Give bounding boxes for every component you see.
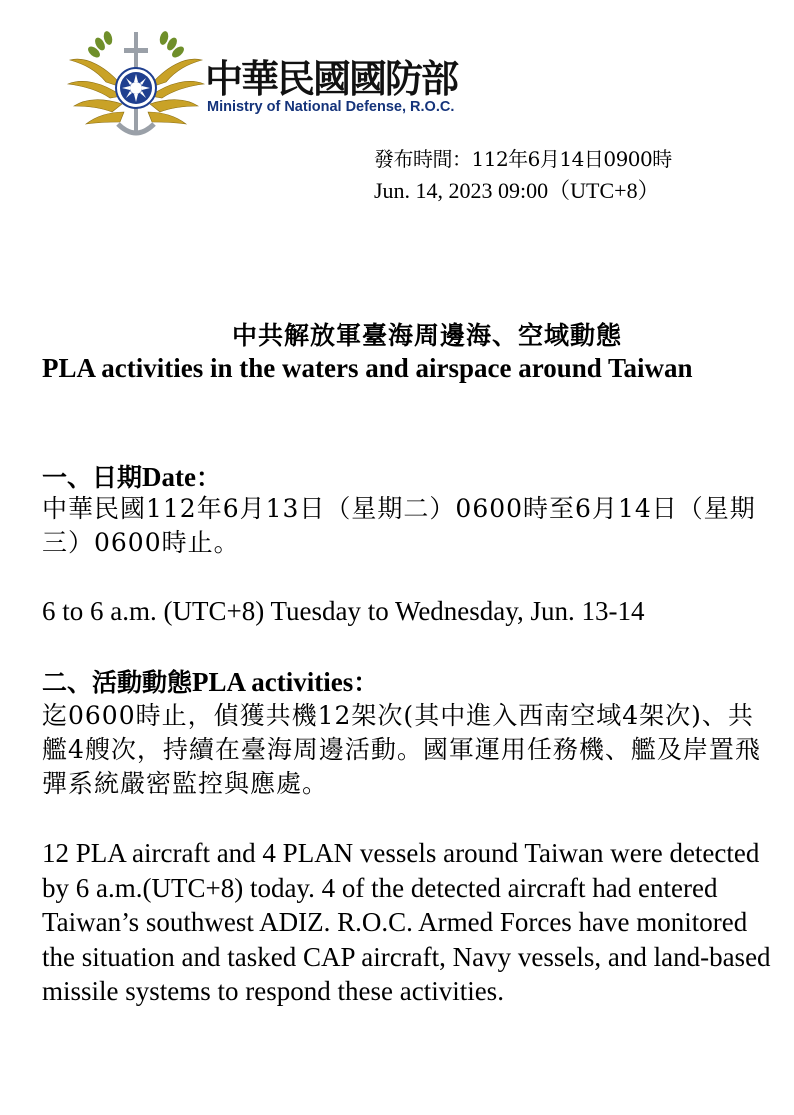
release-time-en: Jun. 14, 2023 09:00（UTC+8） bbox=[374, 178, 660, 203]
release-time-block bbox=[374, 144, 672, 206]
page-title-en: PLA activities in the waters and airspace around Taiwan bbox=[42, 353, 693, 383]
mnd-emblem-icon bbox=[66, 26, 206, 142]
section-date-body-zh: 中華民國112年6月13日（星期二）0600時至6月14日（星期三）0600時止。 bbox=[42, 494, 756, 557]
section-activities-body-zh: 迄0600時止，偵獲共機12架次(其中進入西南空域4架次)、共艦4艘次，持續在臺海周邊活動。國軍運用任務機、艦及岸置飛彈系統嚴密監控與應處。 bbox=[42, 701, 761, 798]
section-activities-heading bbox=[42, 663, 378, 699]
page-title-zh: 中共解放軍臺海周邊海、空域動態 bbox=[231, 321, 622, 350]
section-date-heading-colon: ： bbox=[196, 463, 222, 492]
section-date-heading bbox=[42, 458, 221, 494]
org-name-en: Ministry of National Defense, R.O.C. bbox=[207, 99, 455, 115]
org-name-zh: 中華民國國防部 bbox=[205, 56, 458, 101]
section-date-heading-zh: 一、日期 bbox=[42, 463, 143, 492]
section-activities-heading-en: PLA activities bbox=[192, 667, 354, 697]
section-date-body-en: 6 to 6 a.m. (UTC+8) Tuesday to Wednesday, Jun. 13-14 bbox=[42, 596, 645, 626]
release-time-zh: 發布時間：112年6月14日0900時 bbox=[374, 147, 672, 171]
section-activities-body-en: 12 PLA aircraft and 4 PLAN vessels around Taiwan were detected by 6 a.m.(UTC+8) today. 4 of the detected aircraft had entered Taiwan’s southwest ADIZ. R.O.C. Armed Forces have monitored the situation and tasked CAP aircraft, Navy vessels, and land-based missile systems to respond these activities. bbox=[42, 838, 771, 1006]
section-activities-heading-colon: ： bbox=[353, 668, 379, 697]
section-activities-heading-zh: 二、活動動態 bbox=[42, 668, 193, 697]
section-date-heading-en: Date bbox=[142, 462, 196, 492]
